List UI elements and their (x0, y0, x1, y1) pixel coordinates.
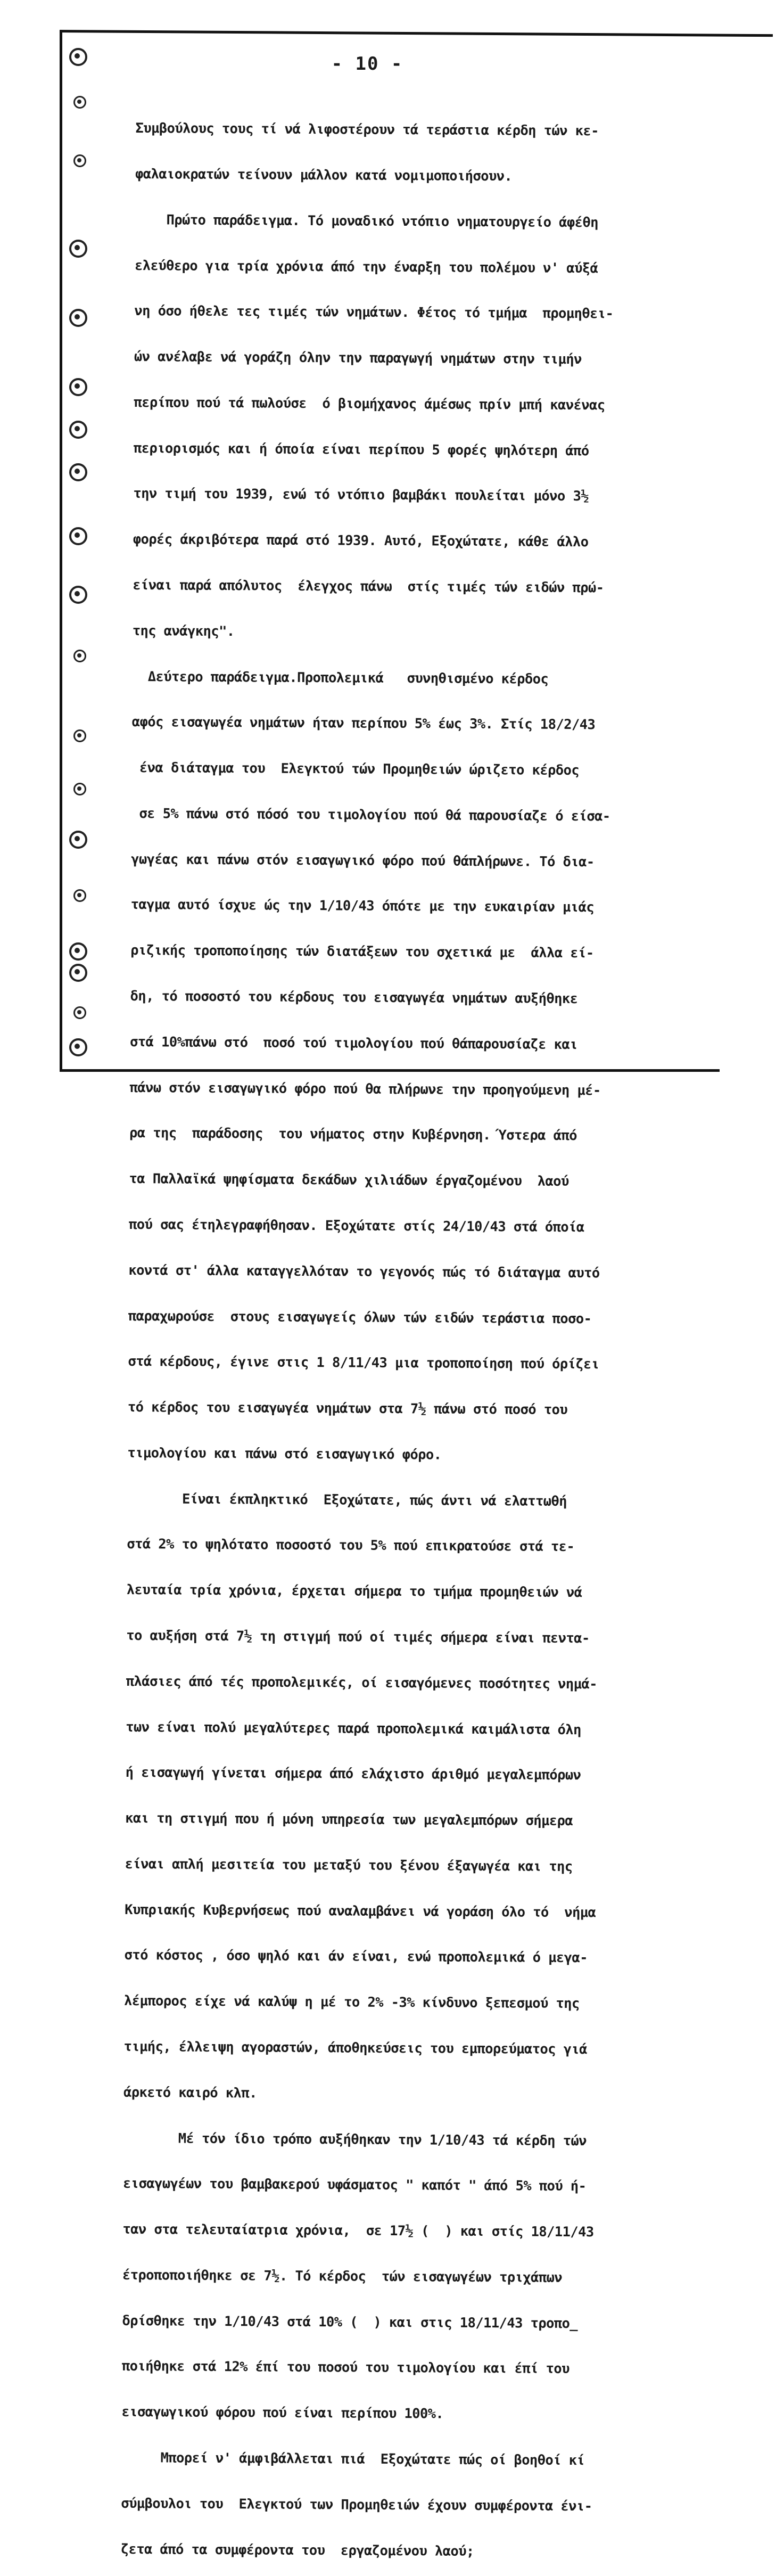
text-line: στά 10%πάνω στό ποσό τού τιμολογίου πού θάπαρουσίαζε και (129, 1033, 578, 1053)
text-line: άρκετό καιρό κλπ. (123, 2084, 257, 2102)
text-line: δη, τό ποσοστό του κέρδους του εισαγωγέα νημάτων αυξήθηκε (130, 988, 578, 1007)
text-line: της ανάγκης". (132, 622, 235, 639)
text-line: αφός εισαγωγέα νημάτων ήταν περίπου 5% έως 3%. Στίς 18/2/43 (131, 714, 596, 733)
text-line: ένα διάταγμα του Ελεγκτού τών Προμηθειών ώριζετο κέρδος (131, 760, 580, 779)
text-line: εισαγωγικού φόρου πού είναι περίπου 100%. (121, 2404, 444, 2422)
binder-hole-mark (69, 942, 87, 961)
text-line: εισαγωγέων του βαμβακερού υφάσματος " καπότ " άπό 5% πού ή- (122, 2176, 587, 2195)
text-line: Δεύτερο παράδειγμα.Προπολεμικά συνηθισμένο κέρδος (132, 668, 549, 687)
text-line: γωγέας και πάνω στόν εισαγωγικό φόρο πού θάπλήρωνε. Τό δια- (131, 851, 595, 870)
text-line: Μέ τόν ίδιο τρόπο αυξήθηκαν την 1/10/43 τά κέρδη τών (123, 2130, 587, 2149)
binder-hole-mark (69, 463, 87, 481)
text-line: περιορισμός και ή όποία είναι περίπου 5 φορές ψηλότερη άπό (133, 440, 589, 459)
binder-hole-mark (69, 421, 87, 439)
binder-hole-mark (69, 309, 87, 327)
text-line: ποιήθηκε στά 12% έπί του ποσού του τιμολογίου και έπί του (121, 2358, 570, 2377)
binder-hole-mark (73, 96, 86, 109)
text-line: τό κέρδος του εισαγωγέα νημάτων στα 7½ πάνω στό ποσό του (127, 1399, 568, 1418)
text-line: ών ανέλαβε νά γοράζη όλην την παραγωγή νημάτων στην τιμήν (134, 349, 582, 368)
text-line: σε 5% πάνω στό πόσό του τιμολογίου πού θά παρουσίαζε ό είσα- (131, 805, 610, 825)
page-frame-top-border (60, 30, 773, 37)
binder-hole-mark (73, 729, 86, 742)
text-line: νη όσο ήθελε τες τιμές τών νημάτων. Φέτος τό τμήμα προμηθει- (134, 303, 614, 322)
text-line: Συμβούλους τους τί νά λιφοστέρουν τά τεράστια κέρδη τών κε- (135, 120, 599, 140)
text-line: ελεύθερο για τρία χρόνια άπό την έναρξη του πολέμου ν' αύξά (134, 257, 598, 276)
text-line: είναι παρά απόλυτος έλεγχος πάνω στίς τιμές τών ειδών πρώ- (133, 577, 604, 596)
text-line: ταν στα τελευταίατρια χρόνια, σε 17½ ( ) και στίς 18/11/43 (122, 2221, 594, 2241)
text-line: των είναι πολύ μεγαλύτερες παρά προπολεμικά καιμάλιστα όλη (126, 1719, 581, 1738)
text-line: τιμολογίου και πάνω στό εισαγωγικό φόρο. (127, 1445, 442, 1463)
text-line: Μπορεί ν' άμφιβάλλεται πιά Εξοχώτατε πώς οί βοηθοί κί (121, 2449, 585, 2469)
text-line: έτροποποιήθηκε σε 7½. Τό κέρδος τών εισαγωγέων τριχάπων (122, 2267, 563, 2286)
binder-hole-mark (73, 783, 86, 795)
text-line: είναι απλή μεσιτεία του μεταξύ του ξένου έξαγωγέα και της (125, 1856, 573, 1875)
text-line: πού σας έτηλεγραφήθησαν. Εξοχώτατε στίς 24/10/43 στά όποία (128, 1216, 584, 1236)
text-line: λέμπορος είχε νά καλύψ η μέ το 2% -3% κίνδυνο ξεπεσμού της (123, 1993, 580, 2012)
binder-hole-mark (69, 964, 87, 982)
text-line: πάνω στόν εισαγωγικό φόρο πού θα πλήρωνε την προηγούμενη μέ- (129, 1079, 601, 1098)
text-line: ζετα άπό τα συμφέροντα του εργαζομένου λαού; (120, 2541, 474, 2559)
binder-hole-mark (73, 889, 86, 902)
text-line: Πρώτο παράδειγμα. Τό μοναδικό ντόπιο νηματουργείο άφέθη (135, 211, 598, 231)
binder-hole-mark (73, 154, 86, 167)
binder-hole-mark (69, 378, 87, 396)
text-line: τιμής, έλλειψη αγοραστών, άποθηκεύσεις του εμπορεύματος γιά (123, 2038, 588, 2058)
text-line: ρα της παράδοσης του νήματος στην Κυβέρνηση. Ύστερα άπό (129, 1125, 577, 1144)
binder-hole-mark (69, 586, 87, 604)
text-line: φαλαιοκρατών τείνουν μάλλον κατά νομιμοποιήσουν. (135, 166, 513, 185)
typewritten-text (121, 91, 772, 2576)
text-line: τα Παλλαϊκά ψηφίσματα δεκάδων χιλιάδων έργαζομένου λαού (129, 1171, 569, 1190)
text-line: ριζικής τροποποίησης τών διατάξεων του σχετικά με άλλα εί- (130, 942, 594, 962)
text-line: Κυπριακής Κυβερνήσεως πού αναλαμβάνει νά γοράση όλο τό νήμα (125, 1901, 596, 1921)
binder-hole-mark (69, 831, 87, 849)
text-line: στά 2% το ψηλότατο ποσοστό του 5% πού επικρατούσε στά τε- (127, 1536, 575, 1555)
text-line: την τιμή του 1939, ενώ τό ντόπιο βαμβάκι πουλείται μόνο 3½ (133, 486, 589, 505)
text-line: και τη στιγμή που ή μόνη υπηρεσία των μεγαλεμπόρων σήμερα (125, 1810, 573, 1830)
text-line: το αυξήση στά 7½ τη στιγμή πού οί τιμές σήμερα είναι πεντα- (126, 1627, 590, 1647)
binder-hole-marks (69, 48, 101, 1060)
page-frame-left-border (60, 30, 62, 1071)
text-line: στά κέρδους, έγινε στις 1 8/11/43 μια τροποποίηση πού όρίζει (128, 1353, 599, 1373)
text-line: περίπου πού τά πωλούσε ό βιομήχανος άμέσως πρίν μπή κανένας (134, 394, 605, 414)
text-line: πλάσιες άπό τές προπολεμικές, οί εισαγόμενες ποσότητες νημά- (126, 1673, 597, 1693)
text-line: φορές άκριβότερα παρά στό 1939. Αυτό, Εξοχώτατε, κάθε άλλο (133, 531, 589, 551)
text-line: σύμβουλοι του Ελεγκτού των Προμηθειών έχουν συμφέροντα ένι- (121, 2495, 592, 2515)
text-line: Είναι έκπληκτικό Εξοχώτατε, πώς άντι νά ελαττωθή (127, 1490, 567, 1509)
binder-hole-mark (73, 650, 86, 662)
binder-hole-mark (69, 1038, 87, 1056)
page-number: - 10 - (331, 53, 403, 75)
text-line: δρίσθηκε την 1/10/43 στά 10% ( ) και στις 18/11/43 τροπο_ (122, 2312, 578, 2332)
text-line: ταγμα αυτό ίσχυε ώς την 1/10/43 όπότε με την ευκαιρίαν μιάς (130, 897, 595, 916)
text-line: λευταία τρία χρόνια, έρχεται σήμερα το τμήμα προμηθειών νά (126, 1582, 582, 1601)
text-line: στό κόστος , όσο ψηλό και άν είναι, ενώ προπολεμικά ό μεγα- (124, 1947, 588, 1966)
binder-hole-mark (69, 240, 87, 258)
binder-hole-mark (69, 527, 87, 545)
text-line: παραχωρούσε στους εισαγωγείς όλων τών ειδών τεράστια ποσο- (128, 1308, 592, 1327)
binder-hole-mark (69, 48, 87, 66)
binder-hole-mark (73, 1006, 86, 1019)
text-line: κοντά στ' άλλα καταγγελλόταν το γεγονός πώς τό διάταγμα αυτό (128, 1262, 600, 1282)
text-line: ή εισαγωγή γίνεται σήμερα άπό ελάχιστο άριθμό μεγαλεμπόρων (125, 1765, 581, 1784)
